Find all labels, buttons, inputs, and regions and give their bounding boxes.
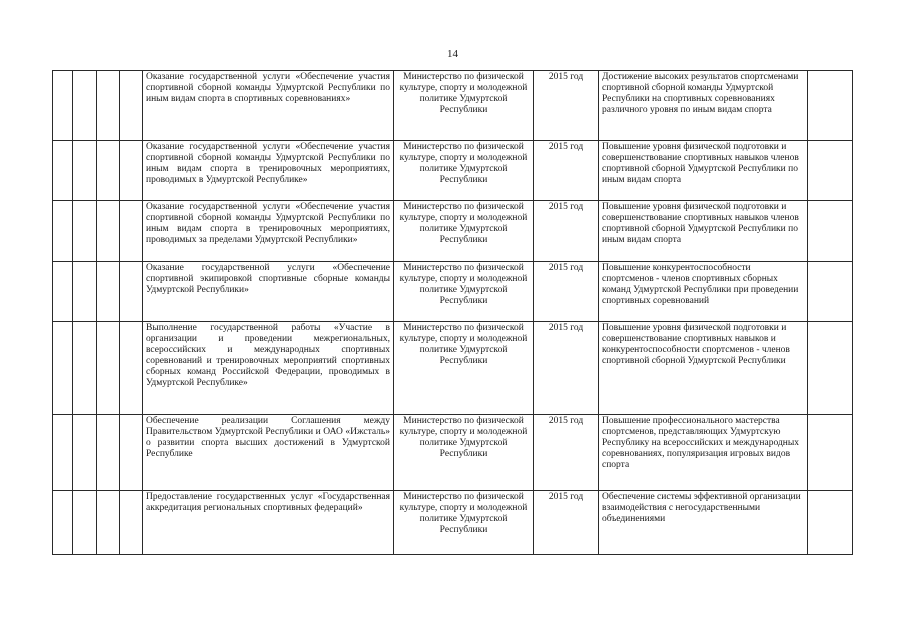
code-cell <box>73 201 97 262</box>
organization-cell: Министерство по физической культуре, спорту и молодежной политике Удмуртской Республики <box>394 262 534 322</box>
code-cell <box>97 201 120 262</box>
task-cell: Обеспечение реализации Соглашения между Правительством Удмуртской Республики и ОАО «Ижсталь» о развитии спорта высших достижений в Удмуртской Республике <box>143 415 394 491</box>
organization-cell: Министерство по физической культуре, спорту и молодежной политике Удмуртской Республики <box>394 71 534 141</box>
code-cell <box>97 415 120 491</box>
empty-cell <box>808 141 853 201</box>
result-cell: Повышение уровня физической подготовки и совершенствование спортивных навыков членов спортивной сборной Удмуртской Республики по иным видам спорта <box>599 141 808 201</box>
result-cell: Достижение высоких результатов спортсменами спортивной сборной команды Удмуртской Республики на спортивных соревнованиях различного уровня по иным видам спорта <box>599 71 808 141</box>
code-cell <box>73 322 97 415</box>
empty-cell <box>808 262 853 322</box>
table-row <box>53 491 853 555</box>
code-cell <box>97 491 120 555</box>
task-cell: Выполнение государственной работы «Участие в организации и проведении межрегиональных, всероссийских и международных спортивных соревнований и тренировочных мероприятий спортивных сборных команд Российской Федерации, проводимых в Удмуртской Республике» <box>143 322 394 415</box>
code-cell <box>120 322 143 415</box>
code-cell <box>120 141 143 201</box>
year-cell: 2015 год <box>534 491 599 555</box>
empty-cell <box>808 322 853 415</box>
year-cell: 2015 год <box>534 141 599 201</box>
result-cell: Повышение конкурентоспособности спортсменов - членов спортивных сборных команд Удмуртской Республики при проведении спортивных соревнований <box>599 262 808 322</box>
table-row <box>53 201 853 262</box>
empty-cell <box>808 201 853 262</box>
code-cell <box>53 491 73 555</box>
organization-cell: Министерство по физической культуре, спорту и молодежной политике Удмуртской Республики <box>394 141 534 201</box>
result-cell: Повышение профессионального мастерства спортсменов, представляющих Удмуртскую Республику на всероссийских и международных соревнованиях, популяризация игровых видов спорта <box>599 415 808 491</box>
code-cell <box>97 141 120 201</box>
code-cell <box>53 201 73 262</box>
year-cell: 2015 год <box>534 415 599 491</box>
year-cell: 2015 год <box>534 262 599 322</box>
year-cell: 2015 год <box>534 322 599 415</box>
organization-cell: Министерство по физической культуре, спорту и молодежной политике Удмуртской Республики <box>394 201 534 262</box>
table-row <box>53 322 853 415</box>
table-row <box>53 415 853 491</box>
task-cell: Оказание государственной услуги «Обеспечение участия спортивной сборной команды Удмуртской Республики по иным видам спорта в тренировочных мероприятиях, проводимых в Удмуртской Республике» <box>143 141 394 201</box>
code-cell <box>53 415 73 491</box>
code-cell <box>120 201 143 262</box>
program-table <box>52 70 853 555</box>
code-cell <box>53 322 73 415</box>
code-cell <box>120 71 143 141</box>
organization-cell: Министерство по физической культуре, спорту и молодежной политике Удмуртской Республики <box>394 322 534 415</box>
result-cell: Обеспечение системы эффективной организации взаимодействия с негосударственными объединениями <box>599 491 808 555</box>
code-cell <box>53 141 73 201</box>
empty-cell <box>808 415 853 491</box>
task-cell: Оказание государственной услуги «Обеспечение участия спортивной сборной команды Удмуртской Республики по иным видам спорта в спортивных соревнованиях» <box>143 71 394 141</box>
result-cell: Повышение уровня физической подготовки и совершенствование спортивных навыков членов спортивной сборной Удмуртской Республики по иным видам спорта <box>599 201 808 262</box>
code-cell <box>53 71 73 141</box>
organization-cell: Министерство по физической культуре, спорту и молодежной политике Удмуртской Республики <box>394 415 534 491</box>
table-row <box>53 262 853 322</box>
code-cell <box>73 415 97 491</box>
table-row <box>53 71 853 141</box>
result-cell: Повышение уровня физической подготовки и совершенствование спортивных навыков и конкурентоспособности спортсменов - членов спортивной сборной Удмуртской Республики <box>599 322 808 415</box>
code-cell <box>120 415 143 491</box>
empty-cell <box>808 491 853 555</box>
code-cell <box>97 262 120 322</box>
year-cell: 2015 год <box>534 71 599 141</box>
code-cell <box>120 262 143 322</box>
code-cell <box>73 71 97 141</box>
task-cell: Предоставление государственных услуг «Государственная аккредитация региональных спортивных федераций» <box>143 491 394 555</box>
task-cell: Оказание государственной услуги «Обеспечение спортивной экипировкой спортивные сборные команды Удмуртской Республики» <box>143 262 394 322</box>
code-cell <box>73 491 97 555</box>
page-number: 14 <box>447 48 458 60</box>
organization-cell: Министерство по физической культуре, спорту и молодежной политике Удмуртской Республики <box>394 491 534 555</box>
code-cell <box>120 491 143 555</box>
table-row <box>53 141 853 201</box>
code-cell <box>97 322 120 415</box>
year-cell: 2015 год <box>534 201 599 262</box>
task-cell: Оказание государственной услуги «Обеспечение участия спортивной сборной команды Удмуртской Республики по иным видам спорта в тренировочных мероприятиях, проводимых за пределами Удмуртской Республики» <box>143 201 394 262</box>
code-cell <box>97 71 120 141</box>
code-cell <box>53 262 73 322</box>
code-cell <box>73 141 97 201</box>
code-cell <box>73 262 97 322</box>
empty-cell <box>808 71 853 141</box>
